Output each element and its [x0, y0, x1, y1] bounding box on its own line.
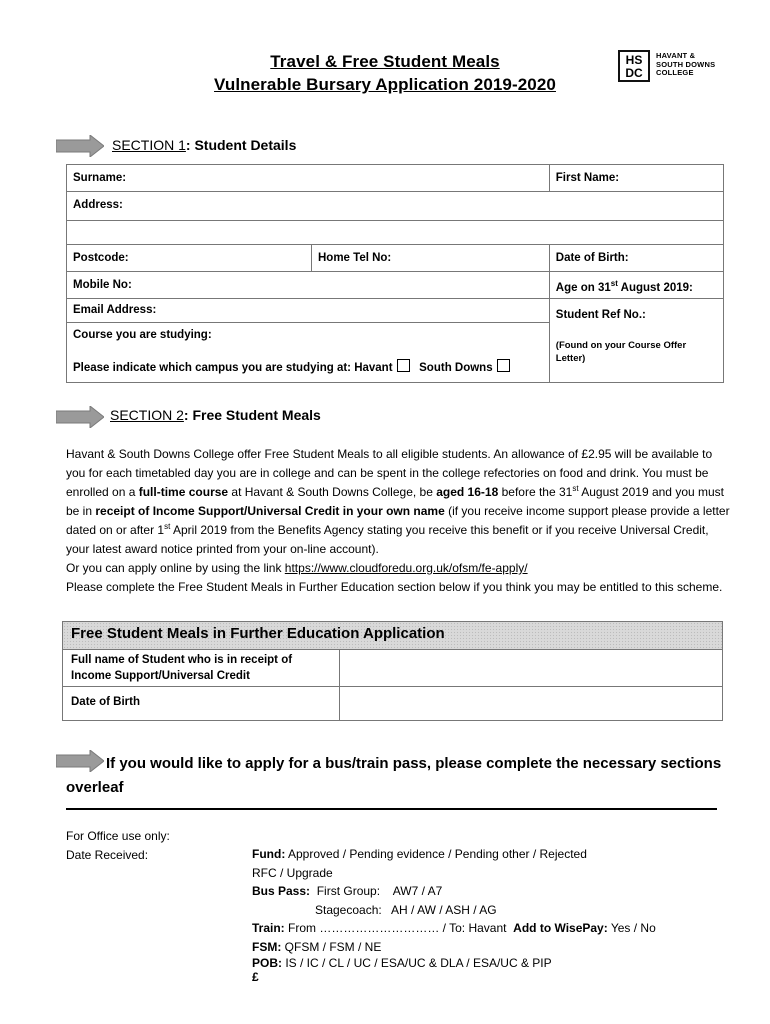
section1-label: SECTION 1 — [112, 137, 186, 153]
college-logo-mark — [618, 50, 650, 82]
fsm-line: FSM: QFSM / FSM / NE — [252, 939, 382, 954]
office-use-right — [252, 845, 656, 984]
pob-line: POB: IS / IC / CL / UC / ESA/UC & DLA / ESA/UC & PIP — [252, 956, 552, 970]
rfc-line: RFC / Upgrade — [252, 865, 333, 880]
havant-checkbox[interactable] — [397, 359, 410, 372]
page-title: Travel & Free Student Meals — [270, 52, 500, 71]
section1-title: : Student Details — [185, 137, 297, 153]
student-name-label: Full name of Student who is in receipt of Income Support/Universal Credit — [63, 650, 340, 687]
train-line: Train: From ………………………… / To: Havant Add to WisePay: Yes / No — [252, 921, 656, 935]
student-name-input[interactable] — [340, 650, 723, 687]
bus-pass-line: Bus Pass: First Group: AW7 / A7 — [252, 884, 443, 898]
arrow-right-icon — [56, 406, 104, 428]
logo-text-line: SOUTH DOWNS — [656, 59, 716, 69]
section2-label: SECTION 2 — [110, 407, 184, 423]
fsm-application-table — [62, 649, 723, 721]
pound-line: £ — [252, 970, 259, 984]
divider — [66, 808, 717, 810]
fsm-application-heading: Free Student Meals in Further Education Application — [62, 621, 723, 650]
fsm-description: Havant & South Downs College offer Free Student Meals to all eligible students. An allowance of £2.95 will be available to you for each timetabled day you are in college and can be spent in the college refectories on food and drink. You must be enrolled on a full-time course at Havant & South Downs College, be aged 16-18 before the 31st August 2019 and you must be in receipt of Income Support/Universal Credit in your own name (if you receive income support please provide a letter dated on or after 1st April 2019 from the Benefits Agency stating you receive this benefit or if you receive Universal Credit, your latest award notice printed from your on-line account). Or you can apply online by using the link https://www.cloudforedu.org.uk/ofsm/fe-apply/ Please complete the Free Student Meals in Further Education section below if you think you may be entitled to this scheme. — [66, 447, 730, 594]
date-of-birth-field[interactable]: Date of Birth: — [549, 245, 723, 272]
college-logo-text — [656, 52, 715, 78]
fsm-dob-label: Date of Birth — [63, 687, 340, 721]
student-ref-field[interactable]: Student Ref No.: (Found on your Course Offer Letter) — [549, 299, 723, 383]
date-received-label: Date Received: — [66, 847, 149, 862]
home-tel-field[interactable]: Home Tel No: — [312, 245, 550, 272]
email-field[interactable]: Email Address: — [73, 304, 157, 316]
email-course-campus-cell — [67, 299, 550, 383]
student-ref-note: (Found on your Course Offer Letter) — [555, 340, 687, 364]
office-use-title: For Office use only: — [66, 829, 170, 843]
arrow-right-icon — [56, 135, 104, 157]
age-field[interactable]: Age on 31st August 2019: — [549, 272, 723, 299]
section2-title: : Free Student Meals — [183, 407, 321, 423]
postcode-field[interactable]: Postcode: — [67, 245, 312, 272]
logo-mark-bottom: DC — [625, 66, 643, 80]
bus-train-note: If you would like to apply for a bus/train pass, please complete the necessary sections overleaf — [66, 755, 722, 796]
section1-heading — [112, 137, 296, 153]
course-field[interactable]: Course you are studying: — [73, 329, 212, 341]
logo-text-line: HAVANT & — [656, 51, 696, 60]
campus-question: Please indicate which campus you are studying at: Havant South Downs — [73, 359, 510, 374]
logo-text-line: COLLEGE — [656, 68, 694, 77]
apply-online-link[interactable]: https://www.cloudforedu.org.uk/ofsm/fe-apply/ — [284, 561, 528, 575]
student-details-table — [66, 164, 724, 383]
fund-line: Fund: Approved / Pending evidence / Pending other / Rejected — [252, 847, 587, 861]
logo-mark-top: HS — [625, 53, 643, 67]
south-downs-checkbox[interactable] — [497, 359, 510, 372]
address-field[interactable]: Address: — [67, 192, 724, 245]
fsm-dob-input[interactable] — [340, 687, 723, 721]
stagecoach-line: Stagecoach: AH / AW / ASH / AG — [315, 902, 497, 917]
page-subtitle: Vulnerable Bursary Application 2019-2020 — [214, 75, 556, 94]
office-use-left — [66, 827, 170, 864]
surname-field[interactable]: Surname: — [67, 165, 550, 192]
section2-heading — [110, 407, 321, 423]
first-name-field[interactable]: First Name: — [549, 165, 723, 192]
mobile-field[interactable]: Mobile No: — [67, 272, 550, 299]
